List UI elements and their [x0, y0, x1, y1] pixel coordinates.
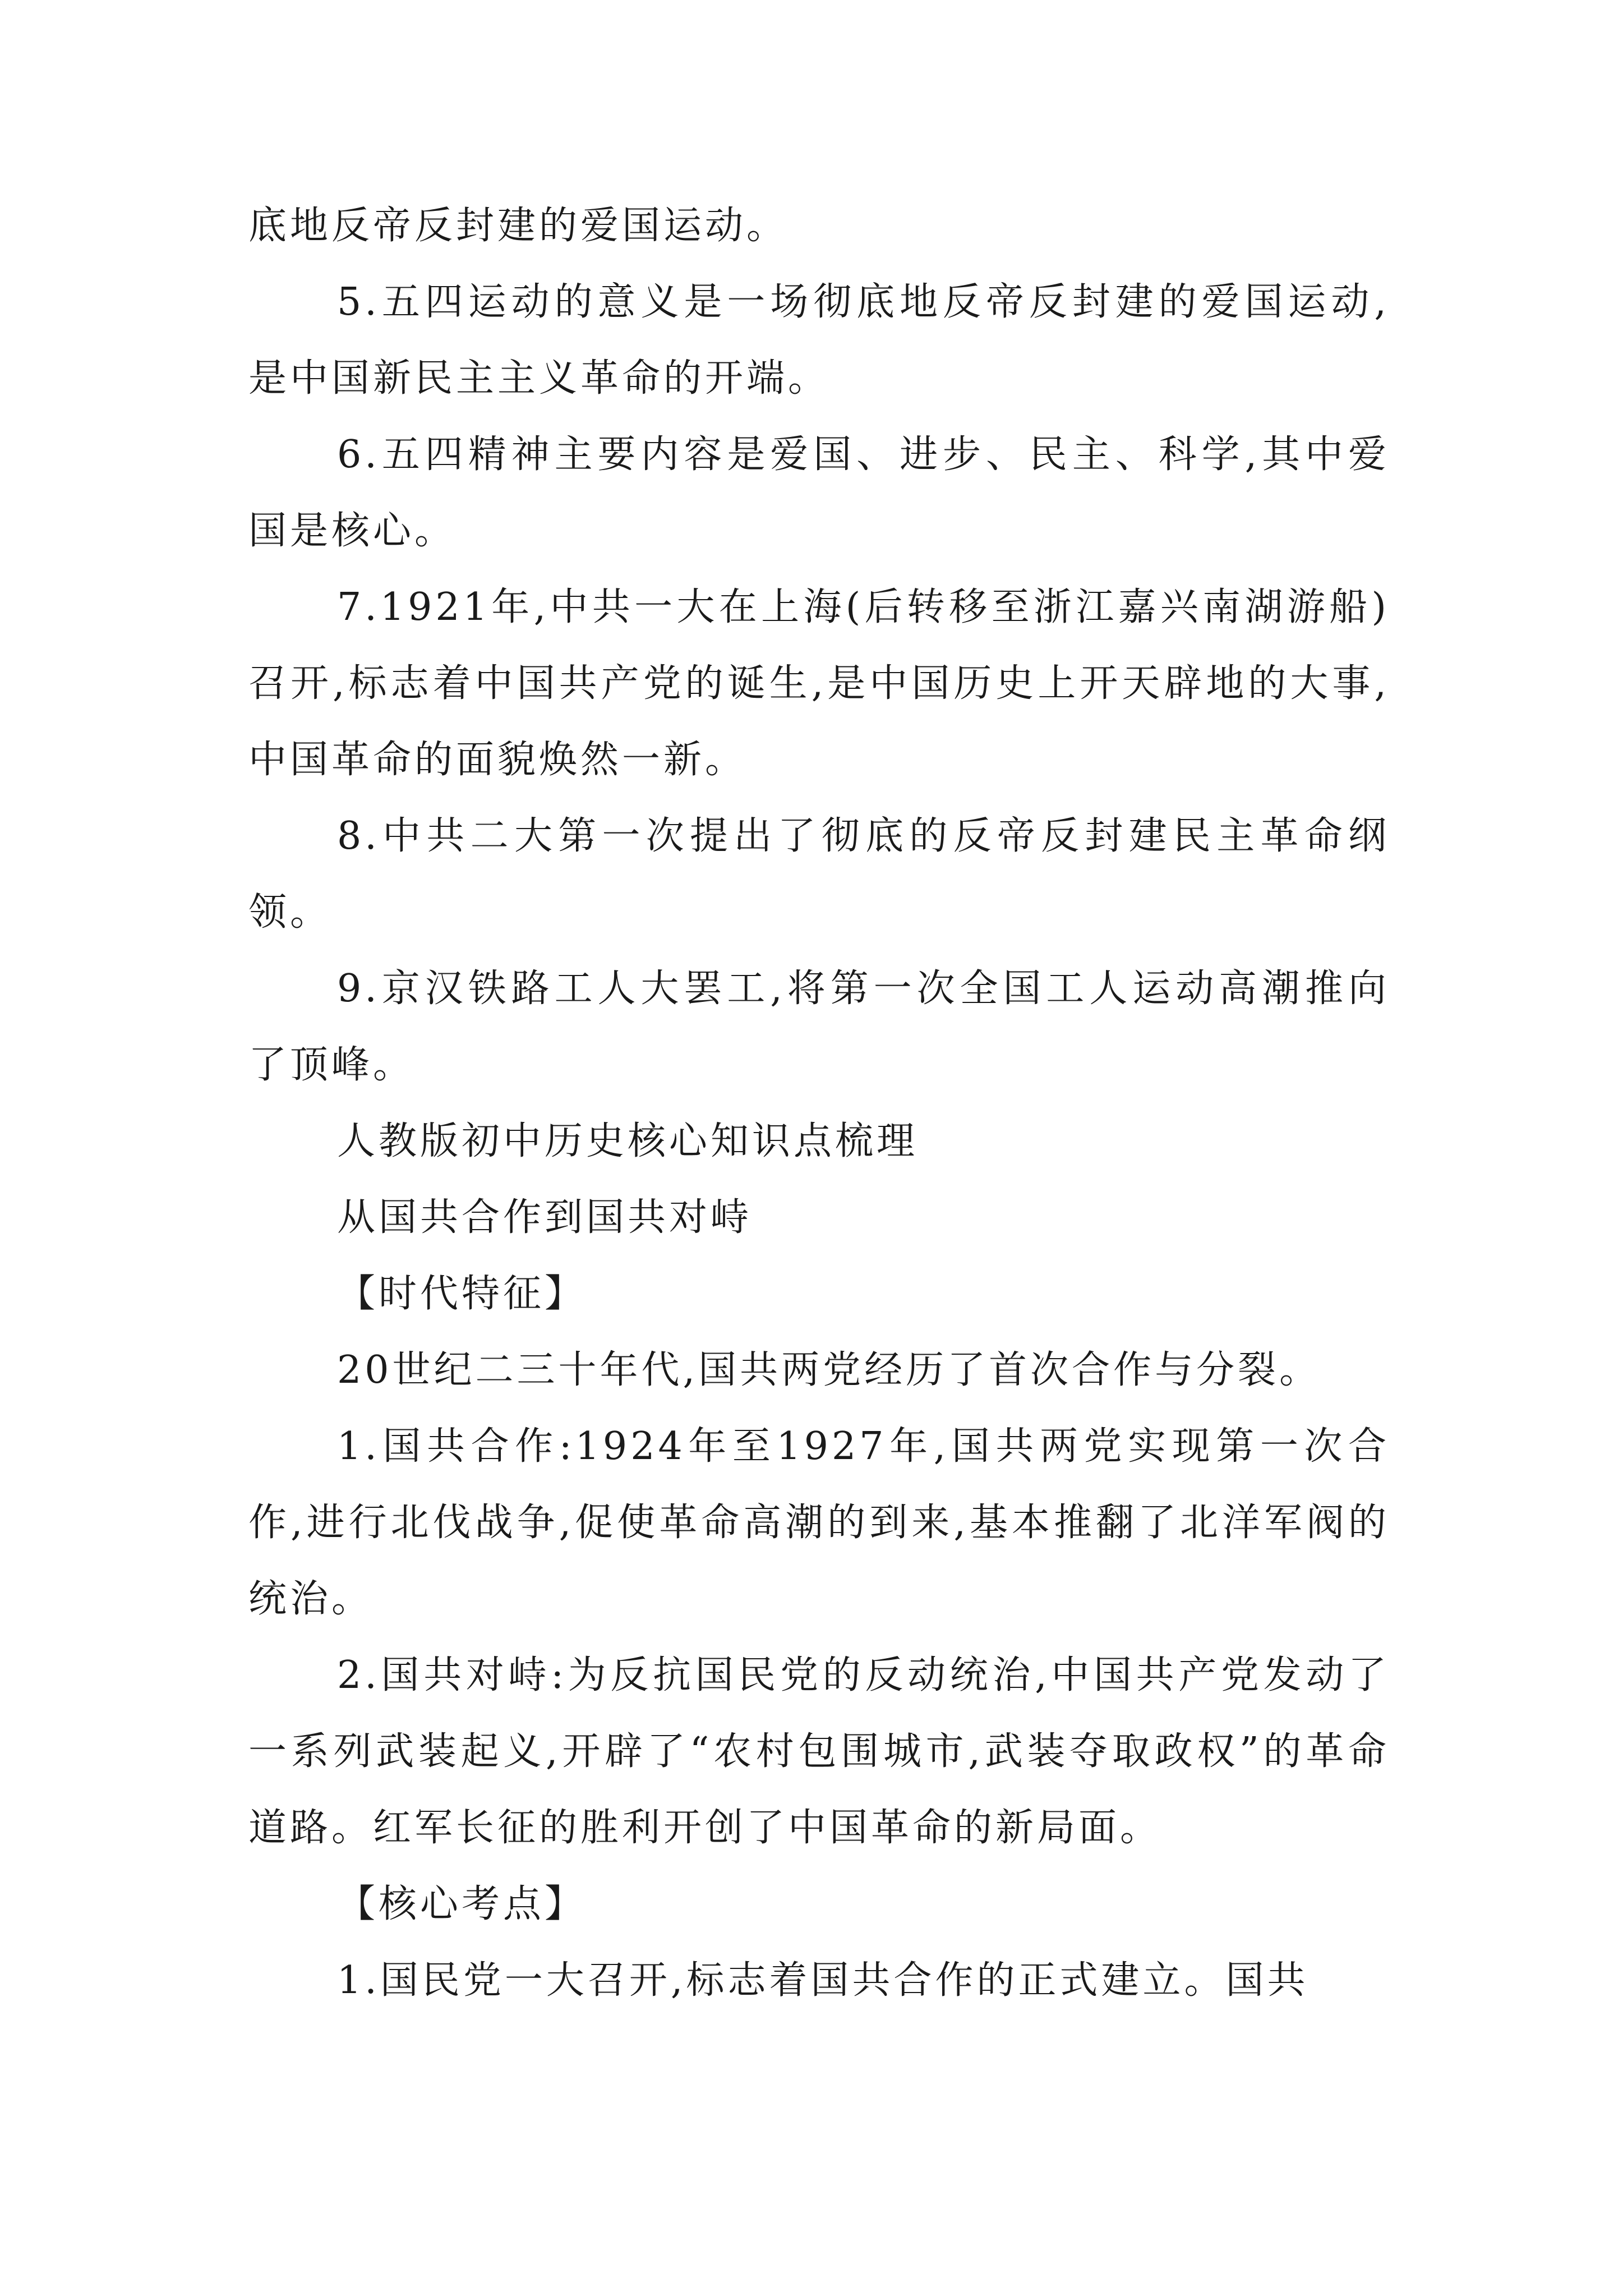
paragraph: 20世纪二三十年代,国共两党经历了首次合作与分裂。	[337, 1348, 1321, 1392]
paragraph: 2.国共对峙:为反抗国民党的反动统治,中国共产党发动了一系列武装起义,开辟了“农村包围城市,武装夺取政权”的革命道路。红军长征的胜利开创了中国革命的新局面。	[248, 1653, 1390, 1850]
paragraph: 底地反帝反封建的爱国运动。	[248, 204, 789, 248]
bracket-heading: 【时代特征】	[337, 1272, 587, 1316]
section-subheading: 从国共合作到国共对峙	[337, 1195, 753, 1240]
paragraph: 1.国民党一大召开,标志着国共合作的正式建立。国共	[337, 1958, 1309, 2003]
bracket-heading: 【核心考点】	[337, 1882, 587, 1926]
paragraph: 5.五四运动的意义是一场彻底地反帝反封建的爱国运动,是中国新民主主义革命的开端。	[248, 280, 1390, 401]
paragraph: 8.中共二大第一次提出了彻底的反帝反封建民主革命纲领。	[248, 814, 1390, 935]
paragraph: 6.五四精神主要内容是爱国、进步、民主、科学,其中爱国是核心。	[248, 432, 1390, 553]
paragraph: 7.1921年,中共一大在上海(后转移至浙江嘉兴南湖游船)召开,标志着中国共产党的诞生,是中国历史上开天辟地的大事,中国革命的面貌焕然一新。	[248, 585, 1390, 782]
paragraph: 9.京汉铁路工人大罢工,将第一次全国工人运动高潮推向了顶峰。	[248, 967, 1390, 1087]
paragraph: 1.国共合作:1924年至1927年,国共两党实现第一次合作,进行北伐战争,促使革命高潮的到来,基本推翻了北洋军阀的统治。	[248, 1424, 1390, 1621]
document-body	[248, 188, 1390, 2019]
section-heading: 人教版初中历史核心知识点梳理	[337, 1119, 919, 1163]
